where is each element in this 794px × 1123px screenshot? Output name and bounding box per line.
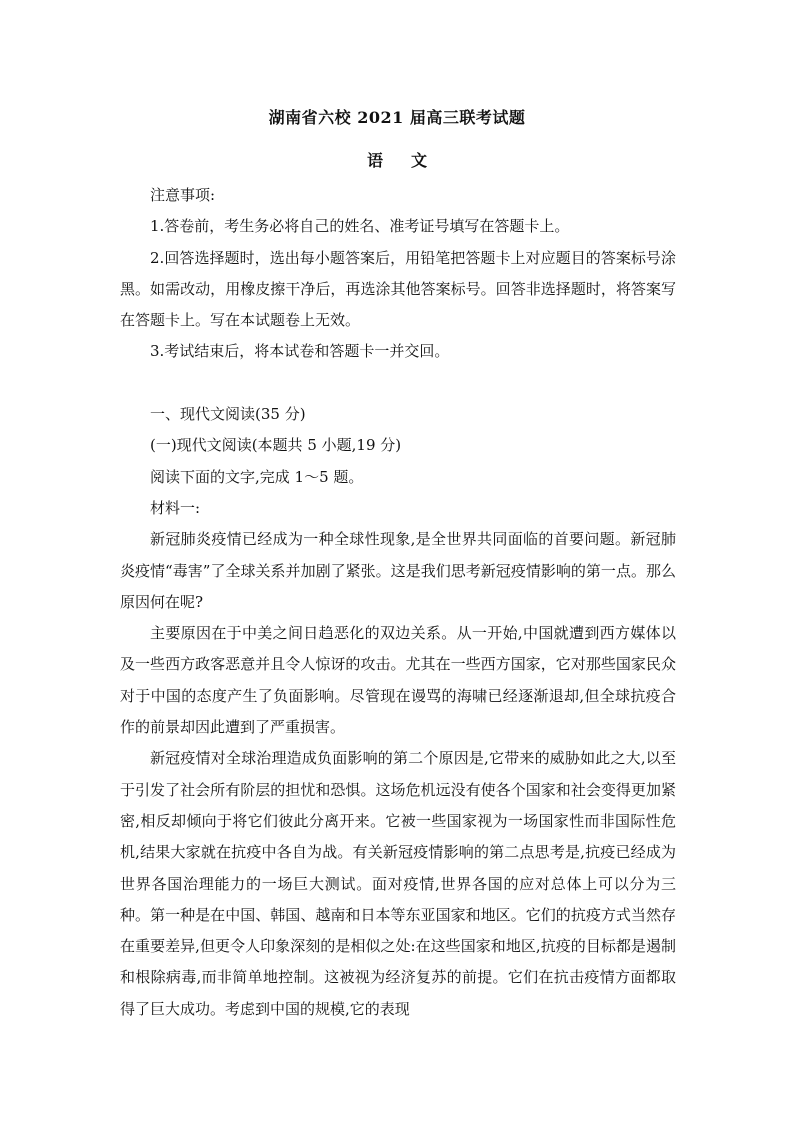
notice-item-2: 2.回答选择题时，选出每小题答案后，用铅笔把答题卡上对应题目的答案标号涂黑。如需改动，用橡皮擦干净后，再选涂其他答案标号。回答非选择题时，将答案写在答题卡上。写在本试题卷上无效。: [120, 248, 676, 330]
material-label: 材料一:: [150, 498, 201, 517]
material-paragraph-1: 新冠肺炎疫情已经成为一种全球性现象,是全世界共同面临的首要问题。新冠肺炎疫情“毒害”了全球关系并加剧了紧张。这是我们思考新冠疫情影响的第一点。那么原因何在呢?: [120, 530, 676, 611]
subject-char-2: 文: [411, 151, 428, 170]
page-title: 湖南省六校 2021 届高三联考试题: [268, 108, 526, 127]
material-paragraph-3: 新冠疫情对全球治理造成负面影响的第二个原因是,它带来的威胁如此之大,以至于引发了社会所有阶层的担忧和恐惧。这场危机远没有使各个国家和社会变得更加紧密,相反却倾向于将它们彼此分离开来。它被一些国家视为一场国家性而非国际性危机,结果大家就在抗疫中各自为战。有关新冠疫情影响的第二点思考是,抗疫已经成为世界各国治理能力的一场巨大测试。面对疫情,世界各国的应对总体上可以分为三种。第一种是在中国、韩国、越南和日本等东亚国家和地区。它们的抗疫方式当然存在重要差异,但更令人印象深刻的是相似之处:在这些国家和地区,抗疫的目标都是遏制和根除病毒,而非简单地控制。这被视为经济复苏的前提。它们在抗击疫情方面都取得了巨大成功。考虑到中国的规模,它的表现: [120, 749, 676, 1018]
subject-heading: [0, 148, 794, 171]
section-instruction: 阅读下面的文字,完成 1～5 题。: [150, 467, 364, 486]
section-heading: 一、现代文阅读(35 分): [150, 405, 306, 424]
material-paragraph-2: 主要原因在于中美之间日趋恶化的双边关系。从一开始,中国就遭到西方媒体以及一些西方政客恶意并且令人惊讶的攻击。尤其在一些西方国家，它对那些国家民众对于中国的态度产生了负面影响。尽管现在谩骂的海啸已经逐渐退却,但全球抗疫合作的前景却因此遭到了严重损害。: [120, 624, 676, 737]
notice-item-1: 1.答卷前，考生务必将自己的姓名、准考证号填写在答题卡上。: [150, 217, 570, 236]
section-subheading: (一)现代文阅读(本题共 5 小题,19 分): [150, 436, 402, 455]
blank-line: [120, 368, 676, 399]
subject-char-1: 语: [366, 151, 383, 170]
exam-body: [120, 180, 676, 1025]
notice-heading: 注意事项:: [150, 186, 216, 204]
notice-item-3: 3.考试结束后，将本试卷和答题卡一并交回。: [150, 342, 450, 361]
